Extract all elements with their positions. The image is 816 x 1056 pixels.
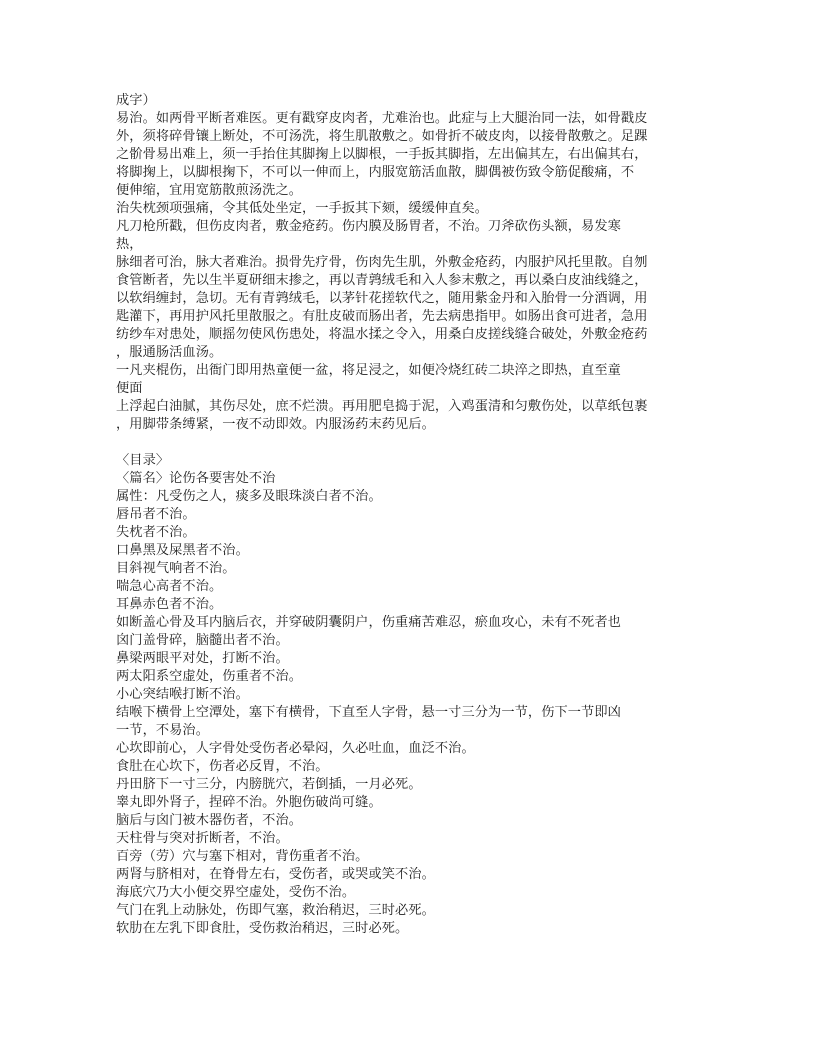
text-line: 成字） bbox=[116, 93, 156, 108]
text-line: 食肚在心坎下，伤者必反胃，不治。 bbox=[116, 759, 329, 774]
text-line: 心坎即前心，人字骨处受伤者必晕闷，久必吐血，血泛不治。 bbox=[116, 741, 475, 756]
text-line: 口鼻黑及屎黑者不治。 bbox=[116, 543, 249, 558]
text-line: 囟门盖骨碎，脑髓出者不治。 bbox=[116, 633, 289, 648]
text-line: 一凡夹棍伤，出衙门即用热童便一盆，将足浸之，如便冷烧红砖二块淬之即热，直至童 bbox=[116, 363, 621, 378]
text-line: 一节，不易治。 bbox=[116, 723, 210, 738]
text-line: 将脚掬上，以脚根掬下，不可以一伸而上，内服宽筋活血散，脚偶被伤致令筋促酸痛，不 bbox=[116, 165, 635, 180]
text-line: 易治。如两骨平断者难医。更有戳穿皮肉者，尤难治也。此症与上大腿治同一法，如骨戳皮 bbox=[116, 111, 648, 126]
text-line: 鼻梁两眼平对处，打断不治。 bbox=[116, 651, 289, 666]
text-line: ，用脚带条缚紧，一夜不动即效。内服汤药末药见后。 bbox=[116, 417, 435, 432]
text-line: 以软绢缠封，急切。无有青鹑绒毛，以茅针花搓软代之，随用紫金丹和入胎骨一分酒调，用 bbox=[116, 291, 648, 306]
text-line: 失枕者不治。 bbox=[116, 525, 196, 540]
text-line: 凡刀枪所戳，但伤皮肉者，敷金疮药。伤内膜及肠胃者，不治。刀斧砍伤头额，易发寒 bbox=[116, 219, 621, 234]
text-line: 治失枕颈项强痛，令其低处坐定，一手扳其下颏，缓缓伸直矣。 bbox=[116, 201, 489, 216]
text-line: 匙灌下，再用护风托里散服之。有肚皮破而肠出者，先去病患指甲。如肠出食可进者，急用 bbox=[116, 309, 648, 324]
text-line: 耳鼻赤色者不治。 bbox=[116, 597, 223, 612]
text-line: 两太阳系空虚处，伤重者不治。 bbox=[116, 669, 303, 684]
text-line: 〈篇名〉论伤各要害处不治 bbox=[116, 471, 276, 486]
text-line: 〈目录〉 bbox=[116, 453, 170, 468]
text-line: 目斜视气响者不治。 bbox=[116, 561, 236, 576]
text-line-list bbox=[116, 92, 708, 938]
text-line: 睾丸即外肾子，捏碎不治。外胞伤破尚可缝。 bbox=[116, 795, 382, 810]
document-text-body bbox=[116, 92, 708, 938]
text-line: 脑后与囟门被木器伤者，不治。 bbox=[116, 813, 303, 828]
text-line: 结喉下横骨上空潭处，塞下有横骨，下直至人字骨，悬一寸三分为一节，伤下一节即凶 bbox=[116, 705, 621, 720]
text-line: 热， bbox=[116, 237, 143, 252]
text-line: 气门在乳上动脉处，伤即气塞，救治稍迟，三时必死。 bbox=[116, 903, 435, 918]
text-line: ，服通肠活血汤。 bbox=[116, 345, 223, 360]
text-line: 唇吊者不治。 bbox=[116, 507, 196, 522]
text-line: 喘急心高者不治。 bbox=[116, 579, 223, 594]
text-line: 软肋在左乳下即食肚，受伤救治稍迟，三时必死。 bbox=[116, 921, 409, 936]
text-line: 丹田脐下一寸三分，内膀胱穴，若倒插，一月必死。 bbox=[116, 777, 422, 792]
text-line: 小心突结喉打断不治。 bbox=[116, 687, 249, 702]
text-line: 脉细者可治，脉大者难治。损骨先疗骨，伤肉先生肌，外敷金疮药，内服护风托里散。自刎 bbox=[116, 255, 648, 270]
text-line: 属性：凡受伤之人，痰多及眼珠淡白者不治。 bbox=[116, 489, 382, 504]
text-line: 海底穴乃大小便交界空虚处，受伤不治。 bbox=[116, 885, 356, 900]
text-line: 食管断者，先以生半夏研细末掺之，再以青鹑绒毛和入人参末敷之，再以桑白皮油线缝之， bbox=[116, 273, 648, 288]
text-line: 上浮起白油腻，其伤尽处，庶不烂溃。再用肥皂捣于泥，入鸡蛋清和匀敷伤处，以草纸包裹 bbox=[116, 399, 648, 414]
text-line: 百旁（劳）穴与塞下相对，背伤重者不治。 bbox=[116, 849, 369, 864]
text-line: 纺纱车对患处，顺摇勿使风伤患处，将温水揉之令入，用桑白皮搓线缝合破处，外敷金疮药 bbox=[116, 327, 648, 342]
text-line: 便面 bbox=[116, 381, 143, 396]
text-line: 天柱骨与突对折断者，不治。 bbox=[116, 831, 289, 846]
text-line: 之骱骨易出难上，须一手抬住其脚掬上以脚根，一手扳其脚指，左出偏其左，右出偏其右， bbox=[116, 147, 648, 162]
text-line: 如断盖心骨及耳内脑后衣，并穿破阴囊阴户，伤重痛苦难忍，瘀血攻心，未有不死者也 bbox=[116, 615, 621, 630]
text-line: 便伸缩，宜用宽筋散煎汤洗之。 bbox=[116, 183, 303, 198]
text-line: 外，须将碎骨镶上断处，不可汤洗，将生肌散敷之。如骨折不破皮肉，以接骨散敷之。足踝 bbox=[116, 129, 648, 144]
text-line: 两肾与脐相对，在脊骨左右，受伤者，或哭或笑不治。 bbox=[116, 867, 435, 882]
blank-line bbox=[116, 434, 708, 452]
